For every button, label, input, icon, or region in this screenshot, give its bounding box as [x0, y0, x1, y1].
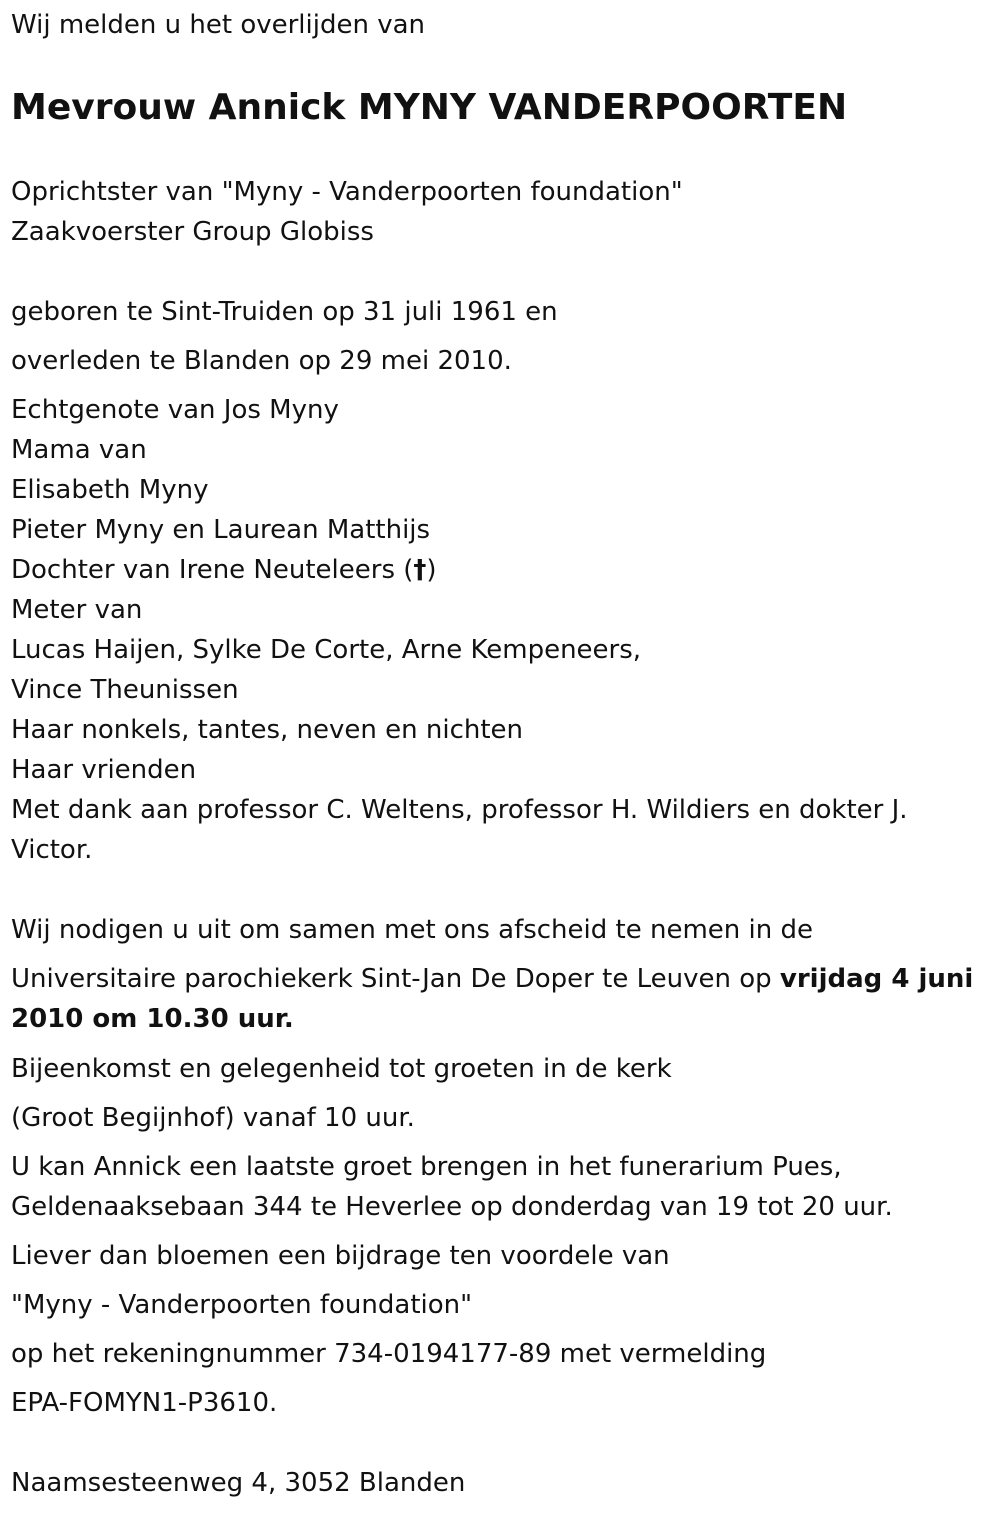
gathering-line-1: Bijeenkomst en gelegenheid tot groeten in de kerk — [11, 1054, 672, 1084]
daughter-of-close: ) — [426, 555, 437, 585]
relatives-line: Haar nonkels, tantes, neven en nichten — [11, 715, 524, 745]
church-line — [11, 959, 991, 1039]
funeral-home-line-1: U kan Annick een laatste groet brengen in het funerarium Pues, — [11, 1152, 842, 1182]
friends-line: Haar vrienden — [11, 755, 197, 785]
cross-icon: † — [413, 555, 427, 585]
gathering-line-2: (Groot Begijnhof) vanaf 10 uur. — [11, 1103, 415, 1133]
intro-text: Wij melden u het overlijden van — [11, 10, 426, 40]
funeral-home-line-2: Geldenaaksebaan 344 te Heverlee op donderdag van 19 tot 20 uur. — [11, 1192, 893, 1222]
address-line: Naamsesteenweg 4, 3052 Blanden — [11, 1468, 466, 1498]
donation-line-1: Liever dan bloemen een bijdrage ten voordele van — [11, 1241, 670, 1271]
death-info: overleden te Blanden op 29 mei 2010. — [11, 346, 512, 376]
child-line-1: Elisabeth Myny — [11, 475, 209, 505]
godchildren-line-1: Lucas Haijen, Sylke De Corte, Arne Kempeneers, — [11, 635, 642, 665]
birth-info: geboren te Sint-Truiden op 31 juli 1961 en — [11, 297, 558, 327]
donation-line-3: op het rekeningnummer 734-0194177-89 met vermelding — [11, 1339, 767, 1369]
daughter-of-text: Dochter van Irene Neuteleers ( — [11, 555, 414, 585]
role-manager: Zaakvoerster Group Globiss — [11, 217, 374, 247]
family-section — [11, 390, 1000, 870]
ceremony-date-time: vrijdag 4 juni 2010 om 10.30 uur. — [11, 964, 974, 1034]
church-text: Universitaire parochiekerk Sint-Jan De Doper te Leuven op — [11, 964, 780, 994]
godchildren-line-2: Vince Theunissen — [11, 675, 239, 705]
donation-line-2: "Myny - Vanderpoorten foundation" — [11, 1290, 473, 1320]
invite-line: Wij nodigen u uit om samen met ons afscheid te nemen in de — [11, 915, 813, 945]
donation-line-4: EPA-FOMYN1-P3610. — [11, 1388, 278, 1418]
daughter-of-line — [11, 550, 1000, 590]
role-founder: Oprichtster van "Myny - Vanderpoorten foundation" — [11, 177, 683, 207]
child-line-2: Pieter Myny en Laurean Matthijs — [11, 515, 431, 545]
ceremony-section — [11, 910, 1000, 1423]
mother-of-line: Mama van — [11, 435, 147, 465]
deceased-name: Mevrouw Annick MYNY VANDERPOORTEN — [11, 87, 848, 128]
thanks-line: Met dank aan professor C. Weltens, professor H. Wildiers en dokter J. Victor. — [11, 795, 908, 865]
godmother-of-line: Meter van — [11, 595, 143, 625]
spouse-line: Echtgenote van Jos Myny — [11, 395, 339, 425]
